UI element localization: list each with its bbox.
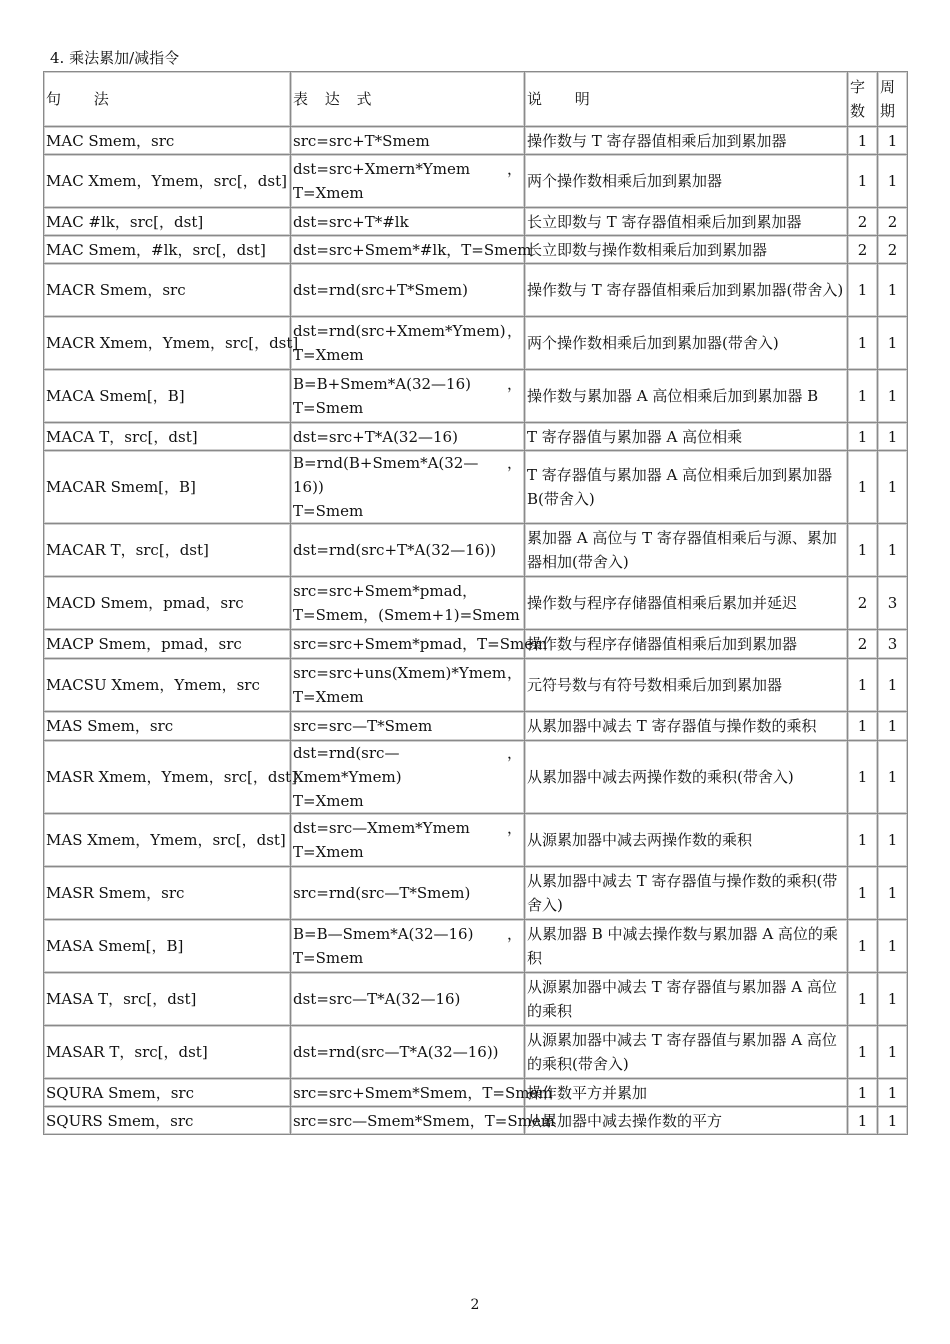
cell-expression: dst=src+Smem*#lk，T=Smem xyxy=(291,236,525,264)
cell-syntax: MAC #lk，src[，dst] xyxy=(44,208,291,236)
expression-separator: ， xyxy=(506,375,522,393)
cell-syntax: SQURS Smem，src xyxy=(44,1107,291,1135)
cell-syntax: MAS Smem，src xyxy=(44,712,291,741)
cell-description: 从累加器中减去操作数的平方 xyxy=(525,1107,848,1135)
page-number: 2 xyxy=(470,1297,480,1313)
table-row xyxy=(44,712,908,741)
cell-cycles: 1 xyxy=(878,524,908,577)
expression-line-1: B=B+Smem*A(32—16) xyxy=(293,375,471,393)
cell-syntax: MACD Smem，pmad，src xyxy=(44,577,291,630)
cell-cycles: 1 xyxy=(878,451,908,524)
expression-separator: ， xyxy=(506,664,522,682)
cell-syntax: MASR Xmem，Ymem，src[，dst] xyxy=(44,741,291,814)
expression-line-1: src=src+Smem*pmad， xyxy=(293,582,478,600)
cell-cycles: 1 xyxy=(878,920,908,973)
cell-words: 1 xyxy=(848,423,878,451)
cell-expression: src=src—Smem*Smem，T=Smem xyxy=(291,1107,525,1135)
cell-expression: dst=rnd(src—T*A(32—16)) xyxy=(291,1026,525,1079)
cell-words: 1 xyxy=(848,1079,878,1107)
cell-words: 1 xyxy=(848,712,878,741)
expression-line-2: T=Xmem xyxy=(293,346,364,364)
cell-words: 1 xyxy=(848,867,878,920)
expression-separator: ， xyxy=(506,744,522,762)
cell-expression: dst=src—T*A(32—16) xyxy=(291,973,525,1026)
cell-cycles: 1 xyxy=(878,423,908,451)
cell-cycles: 1 xyxy=(878,1026,908,1079)
table-row xyxy=(44,920,908,973)
cell-expression: dst=src+T*A(32—16) xyxy=(291,423,525,451)
expression-line-2: T=Xmem xyxy=(293,792,364,810)
expression-line-2: T=Xmem xyxy=(293,184,364,202)
cell-description: 操作数与程序存储器值相乘后累加并延迟 xyxy=(525,577,848,630)
expression-line-2: T=Xmem xyxy=(293,843,364,861)
expression-line-2: T=Xmem xyxy=(293,688,364,706)
cell-cycles: 2 xyxy=(878,236,908,264)
cell-words: 1 xyxy=(848,659,878,712)
table-row xyxy=(44,236,908,264)
table-row xyxy=(44,423,908,451)
cell-description: 操作数与累加器 A 高位相乘后加到累加器 B xyxy=(525,370,848,423)
expression-line-2: T=Smem xyxy=(293,949,364,967)
cell-syntax: MACAR T，src[，dst] xyxy=(44,524,291,577)
cell-description: 两个操作数相乘后加到累加器(带舍入) xyxy=(525,317,848,370)
cell-description: 操作数与 T 寄存器值相乘后加到累加器 xyxy=(525,127,848,155)
cell-syntax: MACSU Xmem，Ymem，src xyxy=(44,659,291,712)
cell-description: 操作数与 T 寄存器值相乘后加到累加器(带舍入) xyxy=(525,264,848,317)
cell-cycles: 3 xyxy=(878,630,908,659)
table-row xyxy=(44,867,908,920)
cell-syntax: MAC Xmem，Ymem，src[，dst] xyxy=(44,155,291,208)
cell-expression xyxy=(291,317,525,370)
cell-cycles: 1 xyxy=(878,741,908,814)
table-row xyxy=(44,1026,908,1079)
cell-description: 从累加器中减去两操作数的乘积(带舍入) xyxy=(525,741,848,814)
cell-description: 两个操作数相乘后加到累加器 xyxy=(525,155,848,208)
cell-expression: dst=rnd(src+T*A(32—16)) xyxy=(291,524,525,577)
cell-description: 从源累加器中减去 T 寄存器值与累加器 A 高位的乘积 xyxy=(525,973,848,1026)
expression-line-1: dst=rnd(src+Xmem*Ymem) xyxy=(293,322,506,340)
cell-syntax: MACA T，src[，dst] xyxy=(44,423,291,451)
cell-words: 1 xyxy=(848,155,878,208)
table-row xyxy=(44,451,908,524)
cell-description: 从源累加器中减去两操作数的乘积 xyxy=(525,814,848,867)
cell-expression xyxy=(291,814,525,867)
expression-line-1: dst=src—Xmem*Ymem xyxy=(293,819,470,837)
table-row xyxy=(44,973,908,1026)
cell-description: 从累加器 B 中减去操作数与累加器 A 高位的乘积 xyxy=(525,920,848,973)
expression-line-1: B=B—Smem*A(32—16) xyxy=(293,925,474,943)
cell-words: 1 xyxy=(848,1107,878,1135)
expression-line-2: T=Smem，(Smem+1)=Smem xyxy=(293,606,520,624)
cell-words: 1 xyxy=(848,1026,878,1079)
cell-expression: src=src—T*Smem xyxy=(291,712,525,741)
expression-separator: ， xyxy=(506,925,522,943)
cell-syntax: MACR Xmem，Ymem，src[，dst] xyxy=(44,317,291,370)
cell-words: 1 xyxy=(848,127,878,155)
cell-expression xyxy=(291,741,525,814)
cell-cycles: 1 xyxy=(878,317,908,370)
cell-cycles: 1 xyxy=(878,659,908,712)
cell-cycles: 3 xyxy=(878,577,908,630)
table-row xyxy=(44,577,908,630)
table-row xyxy=(44,1107,908,1135)
table-row xyxy=(44,155,908,208)
cell-syntax: MAC Smem，#lk，src[，dst] xyxy=(44,236,291,264)
expression-line-1: dst=src+Xmern*Ymem xyxy=(293,160,471,178)
expression-separator: ， xyxy=(506,454,522,472)
table-row xyxy=(44,1079,908,1107)
cell-syntax: MACP Smem，pmad，src xyxy=(44,630,291,659)
cell-words: 1 xyxy=(848,264,878,317)
cell-expression: src=src+Smem*Smem，T=Smem xyxy=(291,1079,525,1107)
header-words: 字数 xyxy=(848,72,878,127)
section-heading: 4. 乘法累加/减指令 xyxy=(50,49,180,67)
cell-expression xyxy=(291,577,525,630)
cell-syntax: MASA Smem[，B] xyxy=(44,920,291,973)
table-row xyxy=(44,264,908,317)
cell-cycles: 1 xyxy=(878,1107,908,1135)
cell-words: 1 xyxy=(848,814,878,867)
cell-cycles: 1 xyxy=(878,814,908,867)
cell-syntax: MAC Smem，src xyxy=(44,127,291,155)
cell-words: 2 xyxy=(848,208,878,236)
table-row xyxy=(44,741,908,814)
cell-description: 操作数平方并累加 xyxy=(525,1079,848,1107)
cell-expression xyxy=(291,155,525,208)
cell-words: 1 xyxy=(848,741,878,814)
table-row xyxy=(44,127,908,155)
cell-syntax: MASAR T，src[，dst] xyxy=(44,1026,291,1079)
cell-expression: src=src+Smem*pmad，T=Smem xyxy=(291,630,525,659)
cell-syntax: MASA T，src[，dst] xyxy=(44,973,291,1026)
cell-description: T 寄存器值与累加器 A 高位相乘后加到累加器 B(带舍入) xyxy=(525,451,848,524)
table-row xyxy=(44,208,908,236)
cell-cycles: 1 xyxy=(878,1079,908,1107)
cell-words: 2 xyxy=(848,577,878,630)
expression-line-1: dst=rnd(src—Xmem*Ymem) xyxy=(293,744,402,786)
cell-expression xyxy=(291,920,525,973)
table-header-row xyxy=(44,72,908,127)
cell-syntax: MAS Xmem，Ymem，src[，dst] xyxy=(44,814,291,867)
cell-description: 累加器 A 高位与 T 寄存器值相乘后与源、累加器相加(带舍入) xyxy=(525,524,848,577)
header-syntax: 句 法 xyxy=(44,72,291,127)
cell-description: 操作数与程序存储器值相乘后加到累加器 xyxy=(525,630,848,659)
expression-line-1: B=rnd(B+Smem*A(32—16)) xyxy=(293,454,479,496)
expression-line-2: T=Smem xyxy=(293,502,364,520)
cell-words: 1 xyxy=(848,973,878,1026)
table-row xyxy=(44,659,908,712)
cell-words: 1 xyxy=(848,920,878,973)
cell-expression xyxy=(291,451,525,524)
cell-expression: src=rnd(src—T*Smem) xyxy=(291,867,525,920)
cell-description: 从累加器中减去 T 寄存器值与操作数的乘积(带舍入) xyxy=(525,867,848,920)
header-description: 说 明 xyxy=(525,72,848,127)
cell-cycles: 1 xyxy=(878,867,908,920)
table-row xyxy=(44,317,908,370)
instruction-table xyxy=(43,71,908,1135)
table-row xyxy=(44,814,908,867)
cell-words: 2 xyxy=(848,630,878,659)
cell-expression xyxy=(291,659,525,712)
table-row xyxy=(44,630,908,659)
cell-words: 1 xyxy=(848,524,878,577)
cell-cycles: 1 xyxy=(878,712,908,741)
cell-words: 1 xyxy=(848,317,878,370)
expression-line-1: src=src+uns(Xmem)*Ymem xyxy=(293,664,507,682)
header-cycles: 周期 xyxy=(878,72,908,127)
expression-separator: ， xyxy=(506,322,522,340)
cell-syntax: MASR Smem，src xyxy=(44,867,291,920)
expression-line-2: T=Smem xyxy=(293,399,364,417)
cell-description: 从累加器中减去 T 寄存器值与操作数的乘积 xyxy=(525,712,848,741)
cell-cycles: 1 xyxy=(878,264,908,317)
expression-separator: ， xyxy=(506,160,522,178)
cell-expression: dst=src+T*#lk xyxy=(291,208,525,236)
header-expression: 表 达 式 xyxy=(291,72,525,127)
cell-words: 2 xyxy=(848,236,878,264)
cell-cycles: 2 xyxy=(878,208,908,236)
cell-expression: src=src+T*Smem xyxy=(291,127,525,155)
cell-expression xyxy=(291,370,525,423)
cell-words: 1 xyxy=(848,451,878,524)
cell-description: 元符号数与有符号数相乘后加到累加器 xyxy=(525,659,848,712)
cell-description: 长立即数与 T 寄存器值相乘后加到累加器 xyxy=(525,208,848,236)
cell-cycles: 1 xyxy=(878,127,908,155)
table-row xyxy=(44,370,908,423)
cell-description: 长立即数与操作数相乘后加到累加器 xyxy=(525,236,848,264)
cell-cycles: 1 xyxy=(878,370,908,423)
cell-expression: dst=rnd(src+T*Smem) xyxy=(291,264,525,317)
cell-syntax: MACAR Smem[，B] xyxy=(44,451,291,524)
cell-syntax: SQURA Smem，src xyxy=(44,1079,291,1107)
cell-syntax: MACA Smem[，B] xyxy=(44,370,291,423)
cell-description: 从源累加器中减去 T 寄存器值与累加器 A 高位的乘积(带舍入) xyxy=(525,1026,848,1079)
expression-separator: ， xyxy=(506,819,522,837)
cell-description: T 寄存器值与累加器 A 高位相乘 xyxy=(525,423,848,451)
cell-cycles: 1 xyxy=(878,973,908,1026)
cell-syntax: MACR Smem，src xyxy=(44,264,291,317)
cell-cycles: 1 xyxy=(878,155,908,208)
cell-words: 1 xyxy=(848,370,878,423)
table-row xyxy=(44,524,908,577)
